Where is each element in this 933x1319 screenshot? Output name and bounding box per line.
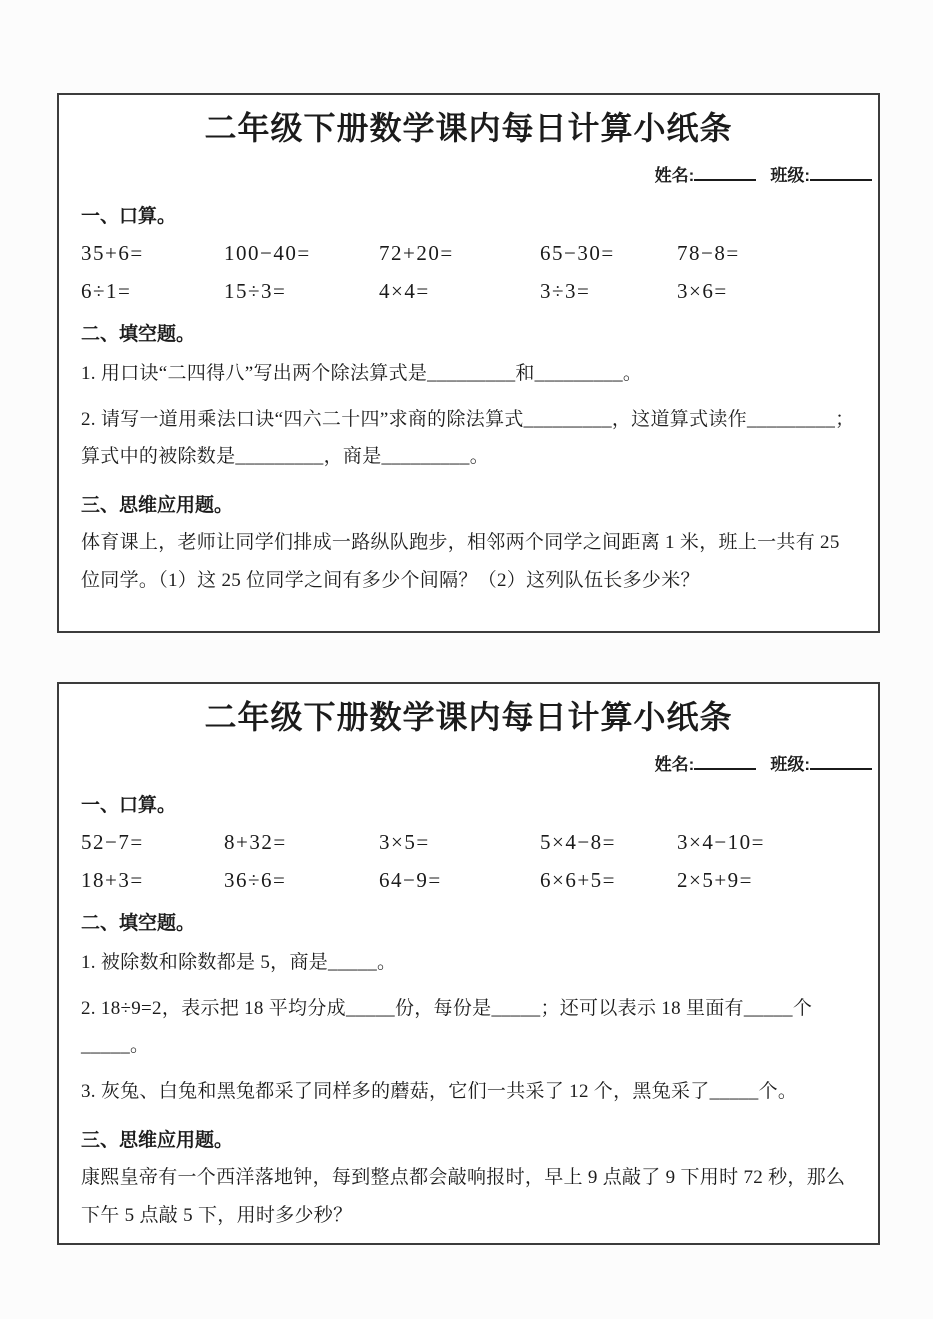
- oral-problem: 3×6=: [677, 279, 728, 303]
- fill-question: 3. 灰兔、白兔和黑兔都采了同样多的蘑菇，它们一共采了 12 个，黑兔采了_____个。: [81, 1081, 798, 1102]
- class-blank: [810, 166, 872, 181]
- oral-problem: 64−9=: [379, 868, 442, 892]
- fill-question: 1. 被除数和除数都是 5，商是_____。: [81, 952, 397, 973]
- fill-section-heading: 二、填空题。: [81, 913, 196, 934]
- oral-problem: 6×6+5=: [540, 868, 617, 892]
- oral-problem: 100−40=: [224, 241, 311, 265]
- oral-problem: 2×5+9=: [677, 868, 754, 892]
- apply-section-heading: 三、思维应用题。: [81, 495, 234, 516]
- oral-problem: 3×4−10=: [677, 830, 766, 854]
- oral-problem: 5×4−8=: [540, 830, 617, 854]
- fill-section-heading: 二、填空题。: [81, 324, 196, 345]
- oral-problem: 8+32=: [224, 830, 287, 854]
- fill-question: 1. 用口诀“二四得八”写出两个除法算式是_________和_________。: [81, 363, 643, 384]
- oral-problem: 18+3=: [81, 868, 144, 892]
- name-blank: [694, 755, 756, 770]
- oral-problem: 65−30=: [540, 241, 615, 265]
- worksheet-card-1: [57, 93, 880, 633]
- name-class-line: [81, 750, 872, 775]
- name-class-line: [81, 161, 872, 186]
- fill-question: 2. 请写一道用乘法口诀“四六二十四”求商的除法算式_________，这道算式读作_________；算式中的被除数是_________，商是_________。: [81, 409, 855, 467]
- class-label: 班级:: [770, 166, 810, 185]
- oral-problem: 72+20=: [379, 241, 454, 265]
- class-blank: [810, 755, 872, 770]
- oral-problem: 78−8=: [677, 241, 740, 265]
- oral-section-heading: 一、口算。: [81, 795, 177, 816]
- oral-row: [81, 241, 856, 266]
- name-blank: [694, 166, 756, 181]
- name-label: 姓名:: [654, 755, 695, 774]
- oral-problem: 35+6=: [81, 241, 144, 265]
- apply-question: 体育课上，老师让同学们排成一路纵队跑步，相邻两个同学之间距离 1 米，班上一共有 25 位同学。（1）这 25 位同学之间有多少个间隔？（2）这列队伍长多少米？: [81, 532, 840, 591]
- oral-problem: 3×5=: [379, 830, 430, 854]
- oral-row: [81, 868, 856, 893]
- oral-section-heading: 一、口算。: [81, 206, 177, 227]
- oral-problem: 4×4=: [379, 279, 430, 303]
- oral-problem: 3÷3=: [540, 279, 591, 303]
- oral-problem: 36÷6=: [224, 868, 287, 892]
- oral-row: [81, 830, 856, 855]
- worksheet-card-2: [57, 682, 880, 1245]
- class-label: 班级:: [770, 755, 810, 774]
- oral-problem: 6÷1=: [81, 279, 132, 303]
- oral-problem: 15÷3=: [224, 279, 287, 303]
- apply-question: 康熙皇帝有一个西洋落地钟，每到整点都会敲响报时，早上 9 点敲了 9 下用时 72 秒，那么下午 5 点敲 5 下，用时多少秒？: [81, 1167, 846, 1226]
- worksheet-title: 二年级下册数学课内每日计算小纸条: [204, 699, 733, 735]
- fill-question: 2. 18÷9=2，表示把 18 平均分成_____份，每份是_____；还可以表示 18 里面有_____个_____。: [81, 998, 813, 1056]
- worksheet-title: 二年级下册数学课内每日计算小纸条: [204, 110, 733, 146]
- name-label: 姓名:: [654, 166, 695, 185]
- oral-problem: 52−7=: [81, 830, 144, 854]
- oral-row: [81, 279, 856, 304]
- apply-section-heading: 三、思维应用题。: [81, 1130, 234, 1151]
